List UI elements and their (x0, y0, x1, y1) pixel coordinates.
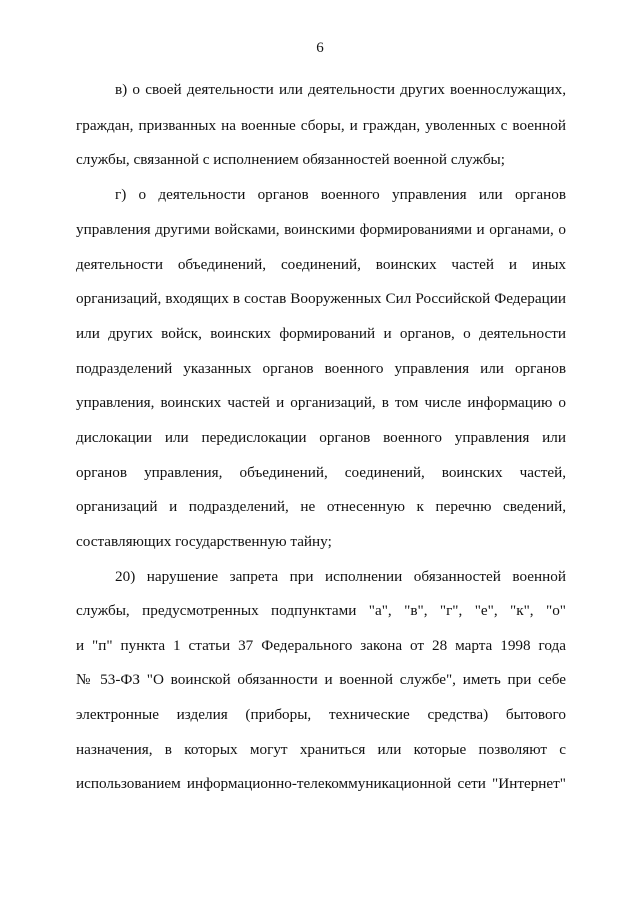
text-line: использованием информационно-телекоммуникационной сети "Интернет" (76, 775, 566, 792)
text-line: составляющих государственную тайну; (76, 533, 332, 550)
text-line: деятельности объединений, соединений, воинских частей и иных (76, 256, 566, 273)
text-line: организаций, входящих в состав Вооруженных Сил Российской Федерации (76, 290, 566, 307)
page-number: 6 (316, 40, 324, 56)
text-line: в) о своей деятельности или деятельности других военнослужащих, (115, 81, 566, 98)
text-line: № 53-ФЗ "О воинской обязанности и военной службе", иметь при себе (76, 671, 566, 688)
text-line: управления, воинских частей и организаций, в том числе информацию о (76, 394, 566, 411)
text-line: дислокации или передислокации органов военного управления или (76, 429, 566, 446)
text-line: и "п" пункта 1 статьи 37 Федерального закона от 28 марта 1998 года (76, 637, 566, 654)
text-line: 20) нарушение запрета при исполнении обязанностей военной (115, 568, 566, 585)
text-line: организаций и подразделений, не отнесенную к перечню сведений, (76, 498, 566, 515)
text-line: управления другими войсками, воинскими формированиями и органами, о (76, 221, 566, 238)
text-line: г) о деятельности органов военного управления или органов (115, 186, 566, 203)
text-line: службы, предусмотренных подпунктами "а", "в", "г", "е", "к", "о" (76, 602, 566, 619)
text-line: службы, связанной с исполнением обязанностей военной службы; (76, 151, 505, 168)
text-line: или других войск, воинских формирований и органов, о деятельности (76, 325, 566, 342)
text-line: назначения, в которых могут храниться или которые позволяют с (76, 741, 566, 758)
text-line: подразделений указанных органов военного управления или органов (76, 360, 566, 377)
text-line: граждан, призванных на военные сборы, и граждан, уволенных с военной (76, 117, 566, 134)
text-line: органов управления, объединений, соединений, воинских частей, (76, 464, 566, 481)
text-line: электронные изделия (приборы, технические средства) бытового (76, 706, 566, 723)
